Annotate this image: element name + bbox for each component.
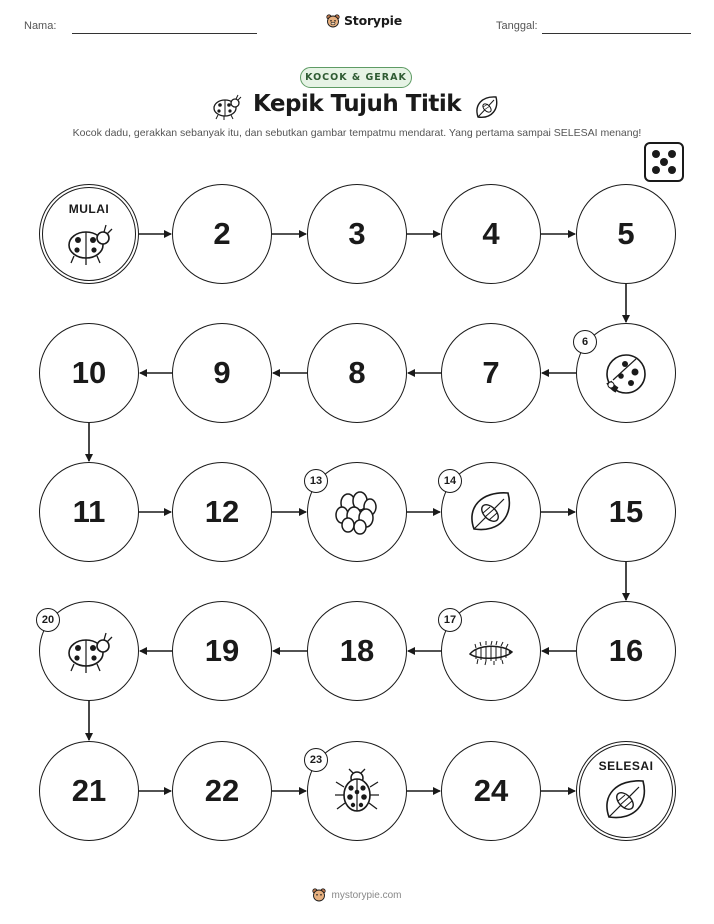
space-number: 3 xyxy=(348,216,366,251)
board-space xyxy=(307,741,407,841)
board-space xyxy=(172,462,272,562)
space-number: 12 xyxy=(204,494,240,529)
space-number: 2 xyxy=(213,216,231,251)
date-label: Tanggal: xyxy=(496,20,538,32)
space-number: 4 xyxy=(482,216,500,251)
board-space xyxy=(441,462,541,562)
eggs-icon xyxy=(332,489,382,535)
space-number: 5 xyxy=(617,216,635,251)
space-number: 11 xyxy=(72,494,106,529)
board-space xyxy=(441,323,541,423)
board-space xyxy=(39,323,139,423)
space-number: 8 xyxy=(348,355,366,390)
board-space xyxy=(576,323,676,423)
board-space xyxy=(441,601,541,701)
space-number: 21 xyxy=(71,773,107,808)
ladybug-shell-icon xyxy=(601,350,651,396)
space-number: 19 xyxy=(204,633,240,668)
brand-name: Storypie xyxy=(344,13,402,28)
space-number: 10 xyxy=(71,355,107,390)
board-space xyxy=(172,184,272,284)
start-space xyxy=(39,184,139,284)
space-number: 24 xyxy=(473,773,509,808)
board-space xyxy=(307,601,407,701)
start-label: MULAI xyxy=(68,202,110,216)
larva-icon xyxy=(466,628,516,674)
ladybug-icon xyxy=(64,628,114,674)
board-space xyxy=(307,184,407,284)
space-number-badge: 13 xyxy=(304,469,328,493)
board-space xyxy=(39,462,139,562)
board-space xyxy=(172,601,272,701)
category-badge: KOCOK & GERAK xyxy=(300,67,412,88)
space-number: 15 xyxy=(608,494,644,529)
space-number: 18 xyxy=(339,633,375,668)
space-number-badge: 23 xyxy=(304,748,328,772)
ladybug-icon xyxy=(64,220,114,266)
board-space xyxy=(441,184,541,284)
name-label: Nama: xyxy=(24,20,57,32)
board-space xyxy=(307,323,407,423)
beetle-icon xyxy=(332,768,382,814)
space-number-badge: 14 xyxy=(438,469,462,493)
page-title: Kepik Tujuh Titik xyxy=(252,91,462,117)
finish-label: SELESAI xyxy=(598,759,654,773)
space-number-badge: 6 xyxy=(573,330,597,354)
board-space xyxy=(172,323,272,423)
board-space xyxy=(576,462,676,562)
space-number: 22 xyxy=(204,773,240,808)
leaf-larva-icon xyxy=(466,489,516,535)
bear-icon xyxy=(312,888,326,902)
board-space xyxy=(307,462,407,562)
space-number-badge: 17 xyxy=(438,608,462,632)
space-number: 7 xyxy=(482,355,500,390)
footer xyxy=(0,888,714,902)
board-space xyxy=(39,741,139,841)
board-space xyxy=(576,184,676,284)
instructions: Kocok dadu, gerakkan sebanyak itu, dan sebutkan gambar tempatmu mendarat. Yang pertama sampai SELESAI menang! xyxy=(72,127,642,139)
board-space xyxy=(576,601,676,701)
space-number-badge: 20 xyxy=(36,608,60,632)
board-space xyxy=(39,601,139,701)
leaf-larva-icon xyxy=(601,777,651,823)
board-space xyxy=(441,741,541,841)
footer-url: mystorypie.com xyxy=(331,889,402,901)
space-number: 9 xyxy=(213,355,231,390)
board-space xyxy=(172,741,272,841)
finish-space xyxy=(576,741,676,841)
space-number: 16 xyxy=(608,633,644,668)
